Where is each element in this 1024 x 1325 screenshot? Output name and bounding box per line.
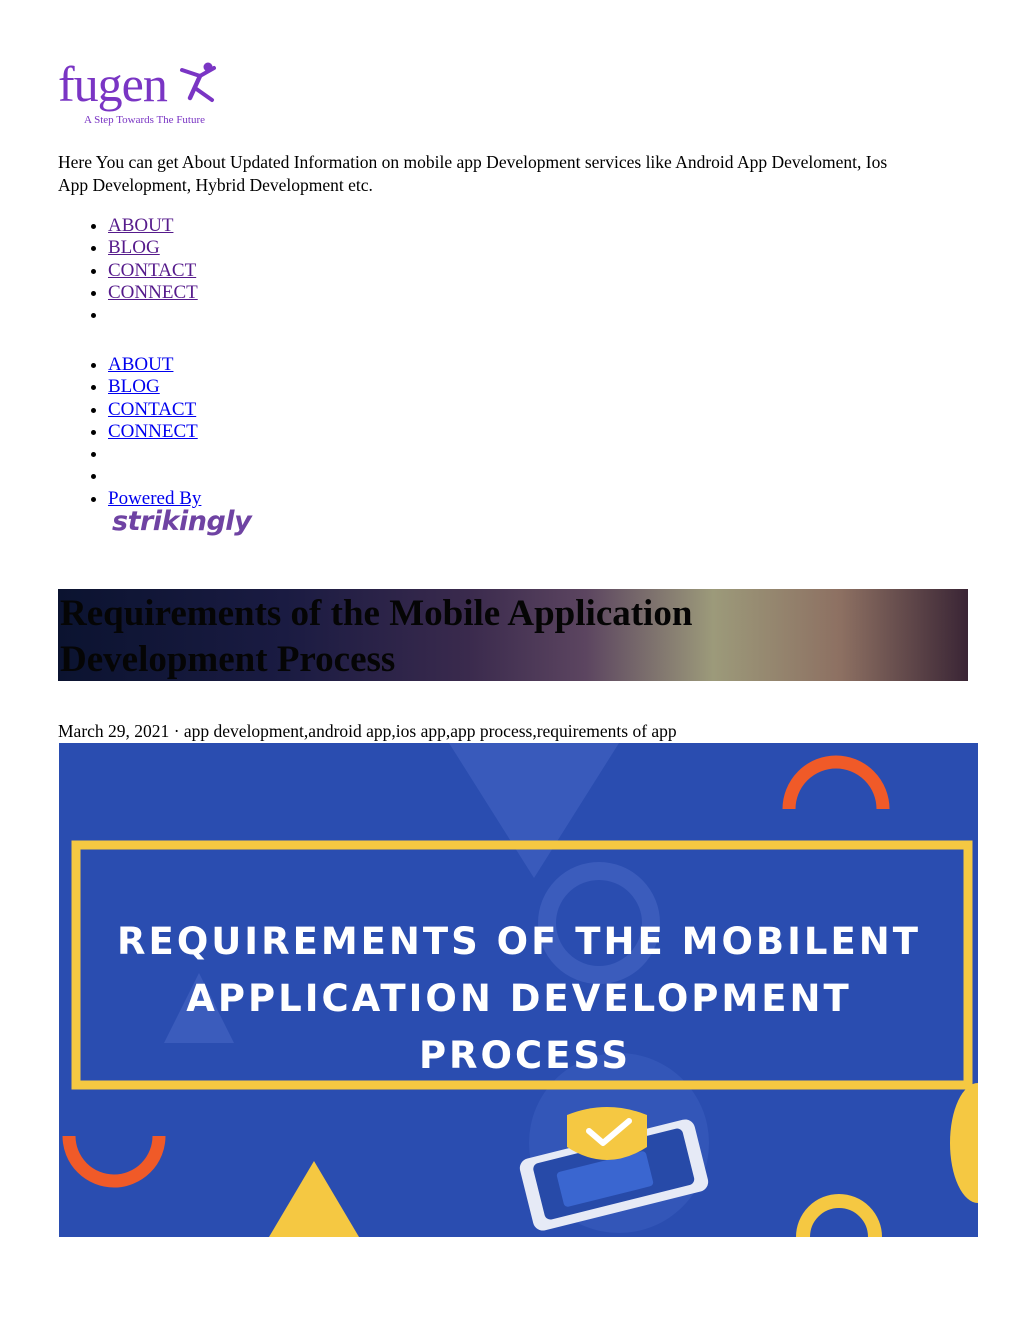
nav-item-contact xyxy=(108,399,201,421)
logo-wordmark: fugen xyxy=(58,56,167,112)
post-tags: app development,android app,ios app,app process,requirements of app xyxy=(183,721,677,741)
post-title: Requirements of the Mobile Application Development Process xyxy=(60,593,693,680)
nav-item-about xyxy=(108,215,198,237)
post-meta xyxy=(58,720,677,742)
nav-item-blog xyxy=(108,376,201,398)
nav-item-contact xyxy=(108,260,198,282)
logo-tagline: A Step Towards The Future xyxy=(84,114,206,126)
featured-image xyxy=(59,743,978,1237)
banner-line-1: REQUIREMENTS OF THE MOBILENT xyxy=(117,920,921,963)
powered-by-link[interactable]: Powered By xyxy=(108,487,202,509)
post-title-banner xyxy=(58,589,968,681)
nav-item-connect xyxy=(108,282,198,304)
nav-link-about[interactable]: ABOUT xyxy=(108,354,174,375)
nav-item-about xyxy=(108,354,201,376)
nav-item-empty xyxy=(108,304,198,326)
site-description: Here You can get About Updated Information on mobile app Development services like Android App Develoment, Ios App Development, Hybrid Development etc. xyxy=(58,152,888,195)
nav-link-connect[interactable]: CONNECT xyxy=(108,281,198,303)
nav-item-blog xyxy=(108,237,198,259)
strikingly-logo[interactable]: strikingly xyxy=(112,506,252,537)
meta-separator: · xyxy=(173,721,180,741)
nav-link-connect[interactable]: CONNECT xyxy=(108,420,198,442)
nav-link-about[interactable]: ABOUT xyxy=(108,215,174,236)
nav-link-blog[interactable]: BLOG xyxy=(108,376,160,398)
banner-line-2: APPLICATION DEVELOPMENT xyxy=(186,977,852,1020)
nav-link-blog[interactable]: BLOG xyxy=(108,237,160,259)
nav-link-contact[interactable]: CONTACT xyxy=(108,398,197,420)
post-date: March 29, 2021 xyxy=(58,721,170,741)
fugenx-logo[interactable] xyxy=(58,56,228,132)
secondary-nav xyxy=(58,354,201,510)
nav-item-empty xyxy=(108,443,201,465)
nav-item-empty xyxy=(108,465,201,487)
running-figure-icon xyxy=(178,60,218,108)
banner-line-3: PROCESS xyxy=(418,1034,632,1077)
nav-link-contact[interactable]: CONTACT xyxy=(108,259,197,281)
primary-nav xyxy=(58,215,198,326)
nav-item-connect xyxy=(108,421,201,443)
